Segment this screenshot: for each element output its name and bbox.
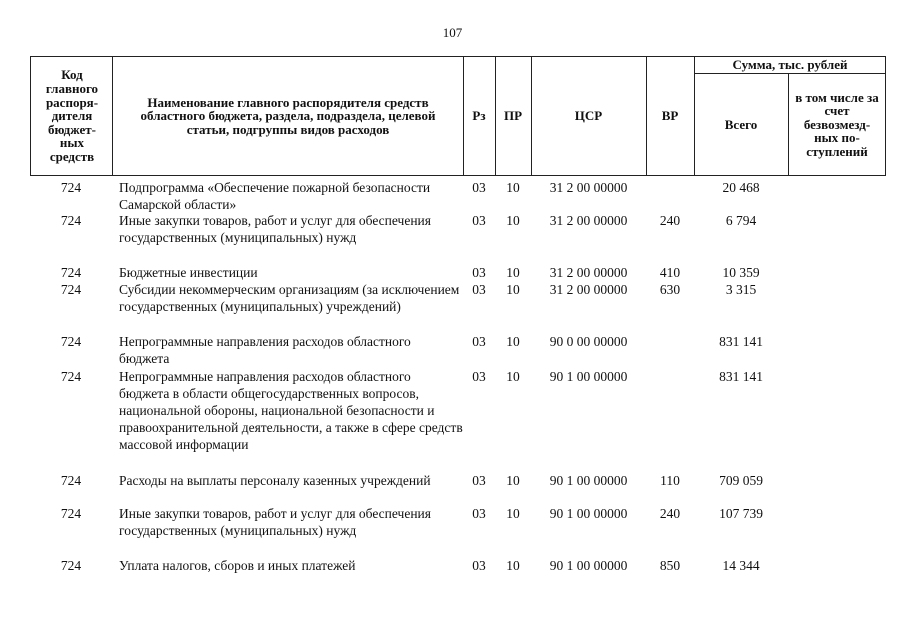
cell-name: Непрограммные направления расходов областного бюджета в области общегосударственных вопросов, национальной обороны, национальной безопасности и правоохранительной деятельности, а также в сфере средств массовой информации bbox=[119, 369, 463, 452]
cell-csr: 31 2 00 00000 bbox=[549, 213, 628, 228]
header-divider bbox=[788, 73, 789, 176]
cell-total: 107 739 bbox=[719, 506, 763, 521]
header-free: в том числе за счет безвозмезд- ных по- ступлений bbox=[795, 89, 879, 159]
cell-rz: 03 bbox=[472, 213, 486, 228]
cell-name: Иные закупки товаров, работ и услуг для обеспечения государственных (муниципальных) нужд bbox=[119, 506, 431, 538]
cell-vr: 630 bbox=[659, 282, 681, 297]
cell-rz: 03 bbox=[472, 369, 486, 384]
cell-name: Подпрограмма «Обеспечение пожарной безопасности Самарской области» bbox=[119, 180, 431, 212]
cell-pr: 10 bbox=[506, 213, 520, 228]
header-total: Всего bbox=[724, 116, 758, 132]
cell-rz: 03 bbox=[472, 265, 486, 280]
cell-code: 724 bbox=[60, 369, 82, 384]
cell-rz: 03 bbox=[472, 180, 486, 195]
cell-vr: 240 bbox=[659, 506, 681, 521]
cell-total: 831 141 bbox=[719, 369, 763, 384]
cell-code: 724 bbox=[60, 180, 82, 195]
cell-csr: 90 0 00 00000 bbox=[549, 334, 628, 349]
cell-name: Непрограммные направления расходов областного бюджета bbox=[119, 334, 411, 366]
cell-name: Бюджетные инвестиции bbox=[119, 265, 258, 280]
cell-name: Субсидии некоммерческим организациям (за исключением государственных (муниципальных) учреждений) bbox=[119, 282, 460, 314]
header-csr: ЦСР bbox=[574, 108, 603, 124]
header-divider bbox=[112, 56, 113, 176]
cell-vr: 240 bbox=[659, 213, 681, 228]
cell-name: Уплата налогов, сборов и иных платежей bbox=[119, 558, 356, 573]
cell-name: Иные закупки товаров, работ и услуг для обеспечения государственных (муниципальных) нужд bbox=[119, 213, 431, 245]
cell-csr: 31 2 00 00000 bbox=[549, 265, 628, 280]
cell-pr: 10 bbox=[506, 506, 520, 521]
cell-pr: 10 bbox=[506, 334, 520, 349]
table-header bbox=[30, 56, 886, 176]
cell-pr: 10 bbox=[506, 473, 520, 488]
cell-csr: 90 1 00 00000 bbox=[549, 473, 628, 488]
cell-pr: 10 bbox=[506, 558, 520, 573]
cell-total: 10 359 bbox=[722, 265, 760, 280]
cell-total: 6 794 bbox=[725, 213, 757, 228]
cell-csr: 31 2 00 00000 bbox=[549, 180, 628, 195]
cell-rz: 03 bbox=[472, 473, 486, 488]
cell-total: 3 315 bbox=[725, 282, 757, 297]
cell-code: 724 bbox=[60, 506, 82, 521]
cell-rz: 03 bbox=[472, 334, 486, 349]
header-pr: ПР bbox=[503, 108, 523, 124]
cell-pr: 10 bbox=[506, 265, 520, 280]
cell-vr: 850 bbox=[659, 558, 681, 573]
cell-pr: 10 bbox=[506, 369, 520, 384]
page-number: 107 bbox=[442, 25, 463, 40]
cell-code: 724 bbox=[60, 213, 82, 228]
header-rz: Рз bbox=[472, 108, 486, 124]
cell-rz: 03 bbox=[472, 506, 486, 521]
cell-code: 724 bbox=[60, 265, 82, 280]
header-name: Наименование главного распорядителя средств областного бюджета, раздела, подраздела, целевой статьи, подгруппы видов расходов bbox=[140, 94, 436, 137]
header-border-right bbox=[885, 56, 886, 176]
cell-code: 724 bbox=[60, 473, 82, 488]
cell-pr: 10 bbox=[506, 180, 520, 195]
cell-rz: 03 bbox=[472, 282, 486, 297]
cell-vr: 410 bbox=[659, 265, 681, 280]
cell-csr: 90 1 00 00000 bbox=[549, 369, 628, 384]
cell-code: 724 bbox=[60, 282, 82, 297]
header-sum: Сумма, тыс. рублей bbox=[732, 56, 848, 72]
cell-total: 831 141 bbox=[719, 334, 763, 349]
cell-csr: 31 2 00 00000 bbox=[549, 282, 628, 297]
header-code: Код главного распоря- дителя бюджет- ных средств bbox=[45, 67, 99, 164]
cell-csr: 90 1 00 00000 bbox=[549, 506, 628, 521]
cell-total: 14 344 bbox=[722, 558, 760, 573]
cell-code: 724 bbox=[60, 334, 82, 349]
cell-rz: 03 bbox=[472, 558, 486, 573]
cell-code: 724 bbox=[60, 558, 82, 573]
cell-vr: 110 bbox=[660, 473, 680, 488]
cell-csr: 90 1 00 00000 bbox=[549, 558, 628, 573]
header-border-left bbox=[30, 56, 31, 176]
cell-total: 709 059 bbox=[719, 473, 763, 488]
cell-name: Расходы на выплаты персоналу казенных учреждений bbox=[119, 473, 431, 488]
header-vr: ВР bbox=[661, 108, 679, 124]
cell-pr: 10 bbox=[506, 282, 520, 297]
cell-total: 20 468 bbox=[722, 180, 760, 195]
